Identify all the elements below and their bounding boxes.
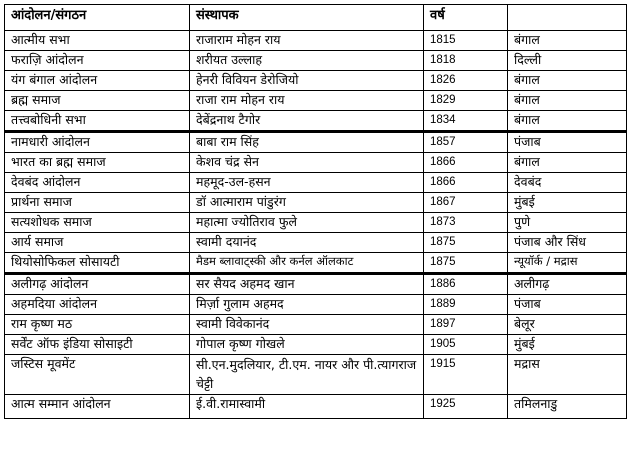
cell-movement: भारत का ब्रह्म समाज (5, 153, 190, 173)
cell-year: 1866 (424, 173, 508, 193)
cell-founder: सर सैयद अहमद खान (190, 274, 424, 295)
table-row (5, 355, 627, 395)
cell-place: मुंबई (508, 335, 627, 355)
cell-founder: गोपाल कृष्ण गोखले (190, 335, 424, 355)
cell-movement: अहमदिया आंदोलन (5, 295, 190, 315)
cell-movement: थियोसोफिकल सोसायटी (5, 253, 190, 274)
table-row (5, 335, 627, 355)
cell-year: 1875 (424, 253, 508, 274)
cell-place: देवबंद (508, 173, 627, 193)
cell-year: 1829 (424, 91, 508, 111)
cell-year: 1886 (424, 274, 508, 295)
cell-year: 1834 (424, 111, 508, 132)
cell-movement: जस्टिस मूवमेंट (5, 355, 190, 395)
cell-place: तमिलनाडु (508, 395, 627, 419)
cell-year: 1873 (424, 213, 508, 233)
table-row (5, 213, 627, 233)
header-place (508, 5, 627, 31)
cell-place: अलीगढ़ (508, 274, 627, 295)
header-founder: संस्थापक (190, 5, 424, 31)
cell-year: 1915 (424, 355, 508, 395)
cell-movement: प्रार्थना समाज (5, 193, 190, 213)
table-row (5, 153, 627, 173)
cell-place: बेलूर (508, 315, 627, 335)
cell-movement: देवबंद आंदोलन (5, 173, 190, 193)
cell-movement: सत्यशोधक समाज (5, 213, 190, 233)
cell-place: पंजाब और सिंध (508, 233, 627, 253)
cell-movement: यंग बंगाल आंदोलन (5, 71, 190, 91)
table-row (5, 193, 627, 213)
cell-place: पुणे (508, 213, 627, 233)
cell-founder: डॉ आत्माराम पांडुरंग (190, 193, 424, 213)
table-row (5, 274, 627, 295)
cell-movement: आर्य समाज (5, 233, 190, 253)
table-row (5, 295, 627, 315)
cell-movement: ब्रह्म समाज (5, 91, 190, 111)
cell-year: 1875 (424, 233, 508, 253)
movements-table (4, 4, 627, 419)
cell-place: दिल्ली (508, 51, 627, 71)
cell-founder: देबेंद्रनाथ टैगोर (190, 111, 424, 132)
cell-movement: फराज़ि आंदोलन (5, 51, 190, 71)
cell-movement: अलीगढ़ आंदोलन (5, 274, 190, 295)
table-row (5, 51, 627, 71)
cell-founder: महात्मा ज्योतिराव फुले (190, 213, 424, 233)
cell-movement: राम कृष्ण मठ (5, 315, 190, 335)
table-row (5, 395, 627, 419)
cell-place: न्यूयॉर्क / मद्रास (508, 253, 627, 274)
cell-founder: शरीयत उल्लाह (190, 51, 424, 71)
cell-place: बंगाल (508, 31, 627, 51)
table-row (5, 233, 627, 253)
table-row (5, 132, 627, 153)
cell-founder: महमूद-उल-हसन (190, 173, 424, 193)
table-row (5, 253, 627, 274)
cell-year: 1925 (424, 395, 508, 419)
cell-place: बंगाल (508, 111, 627, 132)
table-row (5, 91, 627, 111)
cell-year: 1867 (424, 193, 508, 213)
cell-year: 1866 (424, 153, 508, 173)
cell-place: पंजाब (508, 295, 627, 315)
cell-movement: तत्त्वबोधिनी सभा (5, 111, 190, 132)
cell-founder: राजाराम मोहन राय (190, 31, 424, 51)
cell-movement: नामधारी आंदोलन (5, 132, 190, 153)
cell-place: मद्रास (508, 355, 627, 395)
cell-place: बंगाल (508, 91, 627, 111)
cell-founder: ई.वी.रामास्वामी (190, 395, 424, 419)
cell-founder: राजा राम मोहन राय (190, 91, 424, 111)
cell-movement: सर्वेंट ऑफ इंडिया सोसाइटी (5, 335, 190, 355)
cell-year: 1818 (424, 51, 508, 71)
cell-founder: मिर्ज़ा गुलाम अहमद (190, 295, 424, 315)
cell-place: बंगाल (508, 71, 627, 91)
cell-founder: बाबा राम सिंह (190, 132, 424, 153)
cell-year: 1905 (424, 335, 508, 355)
cell-place: मुंबई (508, 193, 627, 213)
cell-founder: केशव चंद्र सेन (190, 153, 424, 173)
cell-founder: मैडम ब्लावाट्स्की और कर्नल ऑलकाट (190, 253, 424, 274)
table-row (5, 31, 627, 51)
header-movement: आंदोलन/संगठन (5, 5, 190, 31)
header-row (5, 5, 627, 31)
table-row (5, 315, 627, 335)
table-row (5, 111, 627, 132)
cell-year: 1897 (424, 315, 508, 335)
table-row (5, 71, 627, 91)
cell-place: बंगाल (508, 153, 627, 173)
cell-founder: सी.एन.मुदलियार, टी.एम. नायर और पी.त्यागराज चेट्टी (190, 355, 424, 395)
cell-year: 1857 (424, 132, 508, 153)
cell-founder: हेनरी विवियन डेरोजियो (190, 71, 424, 91)
cell-year: 1826 (424, 71, 508, 91)
table-row (5, 173, 627, 193)
cell-year: 1815 (424, 31, 508, 51)
cell-year: 1889 (424, 295, 508, 315)
header-year: वर्ष (424, 5, 508, 31)
cell-founder: स्वामी विवेकानंद (190, 315, 424, 335)
cell-movement: आत्मीय सभा (5, 31, 190, 51)
cell-movement: आत्म सम्मान आंदोलन (5, 395, 190, 419)
cell-founder: स्वामी दयानंद (190, 233, 424, 253)
cell-place: पंजाब (508, 132, 627, 153)
